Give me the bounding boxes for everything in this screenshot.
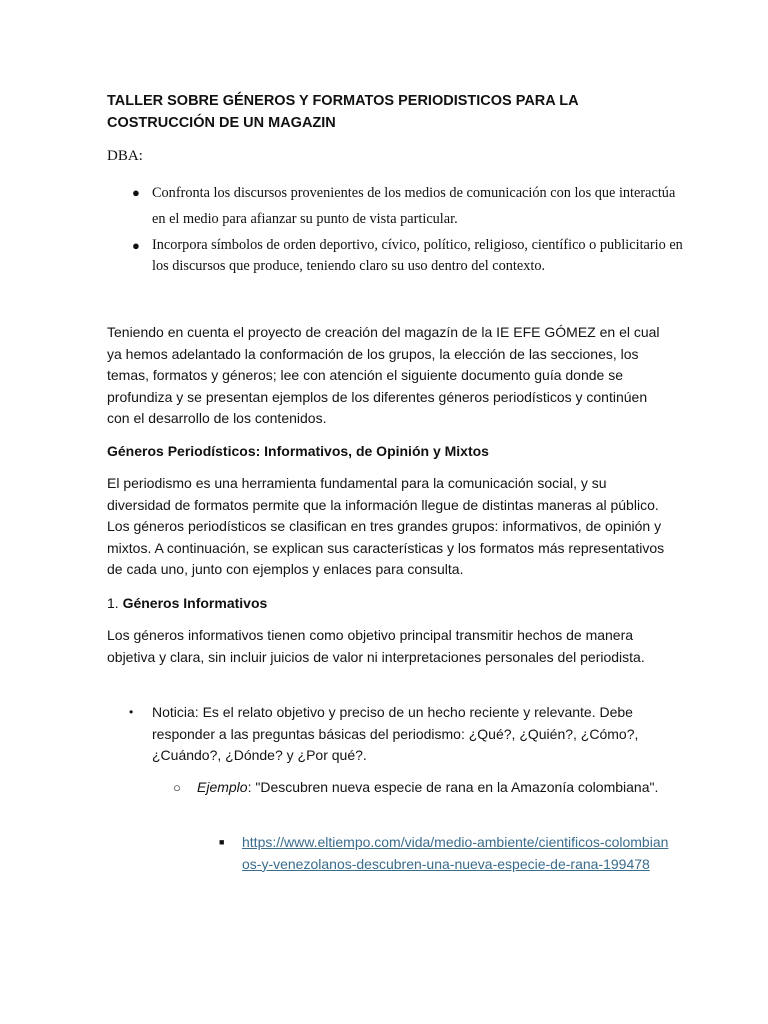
dba-list [107,180,687,277]
list-item-noticia [107,702,667,767]
reference-link[interactable]: https://www.eltiempo.com/vida/medio-ambiente/cientificos-colombianos-y-venezolanos-descubren-una-nueva-especie-de-rana-199478 [242,834,669,872]
dba-item-text: Confronta los discursos provenientes de los medios de comunicación con los que interactúa en el medio para afianzar su punto de vista particular. [152,185,676,227]
hollow-bullet-icon: ○ [173,780,181,795]
subsection-heading [107,593,667,614]
noticia-text: Noticia: Es el relato objetivo y preciso de un hecho reciente y relevante. Debe responder a las preguntas básicas del periodismo: ¿Qué?, ¿Quién?, ¿Cómo?, ¿Cuándo?, ¿Dónde? y ¿Por qué?. [152,704,639,764]
dba-list-item [107,235,687,277]
example-label: Ejemplo [197,779,248,795]
dba-label: DBA: [107,148,143,164]
intro-paragraph: Teniendo en cuenta el proyecto de creación del magazín de la IE EFE GÓMEZ en el cual ya hemos adelantado la conformación de los grupos, la elección de las secciones, los temas, formatos y géneros; lee con atención el siguiente documento guía donde se profundiza y se presentan ejemplos de los diferentes géneros periodísticos y continúen con el desarrollo de los contenidos. [107,324,660,427]
square-bullet-icon: ■ [219,837,225,847]
dba-list-item [107,180,687,232]
section-paragraph: El periodismo es una herramienta fundamental para la comunicación social, y su diversidad de formatos permite que la información llegue de distintas maneras al público. Los géneros periodísticos se clasifican en tres grandes grupos: informativos, de opinión y mixtos. A continuación, se explican sus características y los formatos más representativos de cada uno, junto con ejemplos y enlaces para consulta. [107,475,665,578]
bullet-icon: • [129,705,134,719]
example-text: : "Descubren nueva especie de rana en la Amazonía colombiana". [247,779,659,795]
bullet-icon: ● [132,185,140,200]
bullet-icon: ● [132,238,140,253]
subsection-title: Géneros Informativos [118,595,268,611]
subsection-number: 1. [107,595,119,611]
dba-item-text: Incorpora símbolos de orden deportivo, cívico, político, religioso, científico o publicitario en los discursos que produce, teniendo claro su uso dentro del contexto. [152,237,683,274]
list-item-link [107,832,672,875]
document-title: TALLER SOBRE GÉNEROS Y FORMATOS PERIODISTICOS PARA LA COSTRUCCIÓN DE UN MAGAZIN [107,93,579,131]
subsection-paragraph: Los géneros informativos tienen como objetivo principal transmitir hechos de manera objetiva y clara, sin incluir juicios de valor ni interpretaciones personales del periodista. [107,627,645,665]
list-item-example [107,777,667,799]
section-heading: Géneros Periodísticos: Informativos, de Opinión y Mixtos [107,443,489,459]
